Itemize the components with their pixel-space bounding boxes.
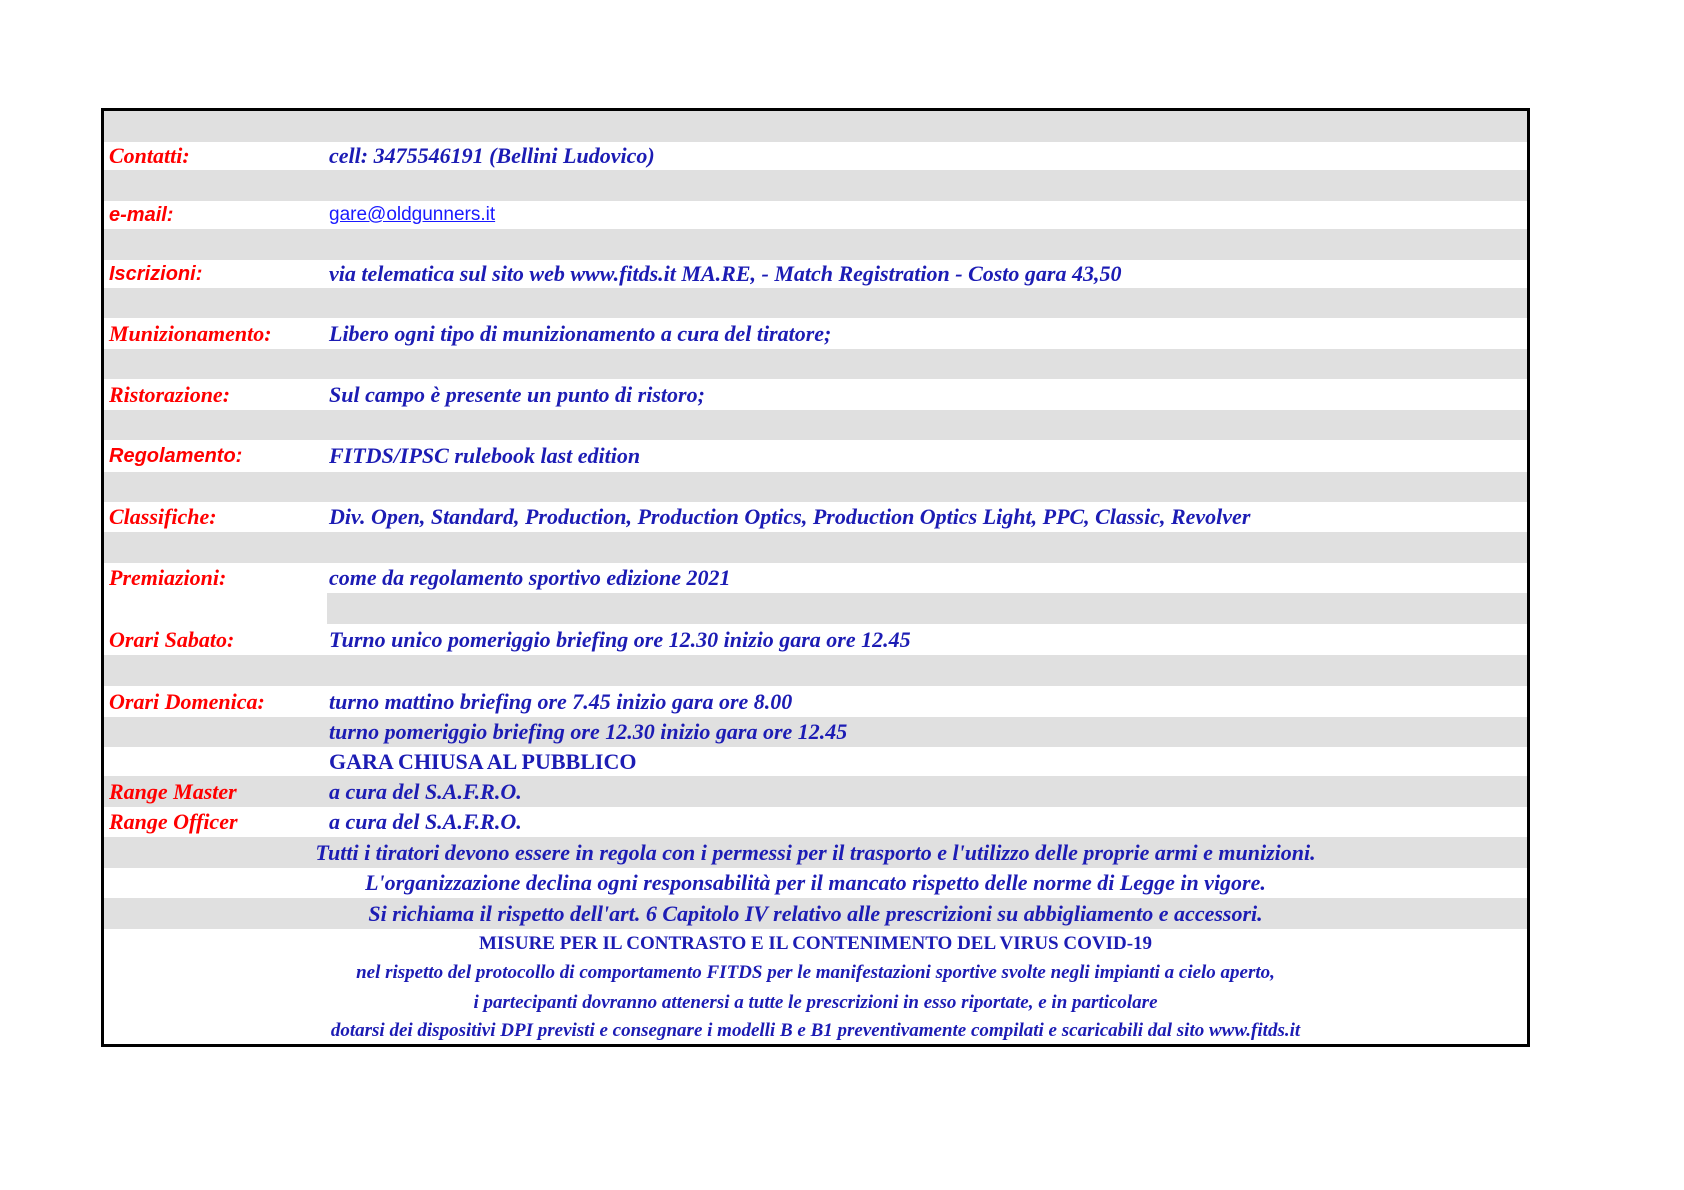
note-row <box>104 868 1527 898</box>
spacer-row <box>104 655 1527 686</box>
note-text: L'organizzazione declina ogni responsabilità per il mancato rispetto delle norme di Legge in vigore. <box>365 870 1266 895</box>
note-text: Si richiama il rispetto dell'art. 6 Capitolo IV relativo alle prescrizioni su abbigliamento e accessori. <box>368 900 1263 926</box>
row-email <box>104 201 1527 229</box>
spacer-row <box>104 288 1527 318</box>
email-link[interactable]: gare@oldgunners.it <box>329 204 496 225</box>
spacer-row <box>104 472 1527 502</box>
covid-line: dotarsi dei dispositivi DPI previsti e consegnare i modelli B e B1 preventivamente compilati e scaricabili dal sito www.fitds.it <box>330 1019 1301 1041</box>
premiazioni-value: come da regolamento sportivo edizione 2021 <box>329 565 731 590</box>
munizionamento-value: Libero ogni tipo di munizionamento a cura del tiratore; <box>329 320 832 346</box>
orari-sabato-value: Turno unico pomeriggio briefing ore 12.30 inizio gara ore 12.45 <box>329 626 911 652</box>
row-orari-domenica-2 <box>104 717 1527 747</box>
covid-line-row <box>104 958 1527 988</box>
covid-line: nel rispetto del protocollo di comportamento FITDS per le manifestazioni sportive svolte negli impianti a cielo aperto, <box>356 962 1275 983</box>
covid-title-row <box>104 929 1527 958</box>
row-range-master <box>104 776 1527 807</box>
munizionamento-label: Munizionamento: <box>109 320 272 346</box>
regolamento-label: Regolamento: <box>109 444 243 467</box>
spacer-row <box>104 410 1527 440</box>
row-orari-domenica-3 <box>104 747 1527 776</box>
spacer-row <box>104 170 1527 201</box>
premiazioni-label: Premiazioni: <box>109 565 227 590</box>
orari-sabato-label: Orari Sabato: <box>109 626 235 652</box>
orari-domenica-line2: turno pomeriggio briefing ore 12.30 inizio gara ore 12.45 <box>329 719 848 744</box>
classifiche-label: Classifiche: <box>109 504 217 529</box>
regolamento-value: FITDS/IPSC rulebook last edition <box>329 443 641 468</box>
iscrizioni-value: via telematica sul sito web www.fitds.it MA.RE, - Match Registration - Costo gara 43,50 <box>329 261 1122 286</box>
spacer-row <box>104 229 1527 260</box>
note-row <box>104 837 1527 868</box>
row-ristorazione <box>104 379 1527 410</box>
classifiche-value: Div. Open, Standard, Production, Production Optics, Production Optics Light, PPC, Classic, Revolver <box>329 504 1251 529</box>
iscrizioni-label: Iscrizioni: <box>109 262 203 285</box>
email-label: e-mail: <box>109 203 174 226</box>
row-contatti <box>104 142 1527 170</box>
spacer-row <box>104 349 1527 379</box>
spacer-row <box>104 111 1527 142</box>
orari-domenica-line1: turno mattino briefing ore 7.45 inizio gara ore 8.00 <box>329 688 793 714</box>
row-regolamento <box>104 440 1527 472</box>
note-row <box>104 898 1527 929</box>
row-orari-domenica <box>104 686 1527 717</box>
range-master-value: a cura del S.A.F.R.O. <box>329 778 522 804</box>
row-range-officer <box>104 807 1527 837</box>
covid-title: MISURE PER IL CONTRASTO E IL CONTENIMENTO DEL VIRUS COVID-19 <box>478 932 1153 954</box>
gara-chiusa-text: GARA CHIUSA AL PUBBLICO <box>329 748 637 774</box>
range-officer-label: Range Officer <box>109 809 238 834</box>
orari-domenica-label: Orari Domenica: <box>109 688 265 714</box>
row-classifiche <box>104 502 1527 532</box>
spacer-row <box>104 532 1527 563</box>
covid-line: i partecipanti dovranno attenersi a tutte le prescrizioni in esso riportate, e in particolare <box>473 991 1158 1013</box>
row-iscrizioni <box>104 260 1527 288</box>
row-munizionamento <box>104 318 1527 349</box>
row-orari-sabato <box>104 624 1527 655</box>
partial-band <box>327 593 1527 624</box>
range-master-label: Range Master <box>109 778 237 804</box>
range-officer-value: a cura del S.A.F.R.O. <box>329 809 522 834</box>
ristorazione-label: Ristorazione: <box>109 381 231 407</box>
covid-line-row <box>104 1017 1527 1044</box>
contatti-label: Contatti: <box>109 143 190 168</box>
covid-line-row <box>104 988 1527 1017</box>
ristorazione-value: Sul campo è presente un punto di ristoro; <box>329 381 705 407</box>
row-premiazioni <box>104 563 1527 593</box>
contatti-value: cell: 3475546191 (Bellini Ludovico) <box>329 143 655 168</box>
spacer-row <box>104 593 1527 624</box>
info-sheet <box>101 108 1530 1047</box>
note-text: Tutti i tiratori devono essere in regola con i permessi per il trasporto e l'utilizzo delle proprie armi e munizioni. <box>315 839 1316 865</box>
